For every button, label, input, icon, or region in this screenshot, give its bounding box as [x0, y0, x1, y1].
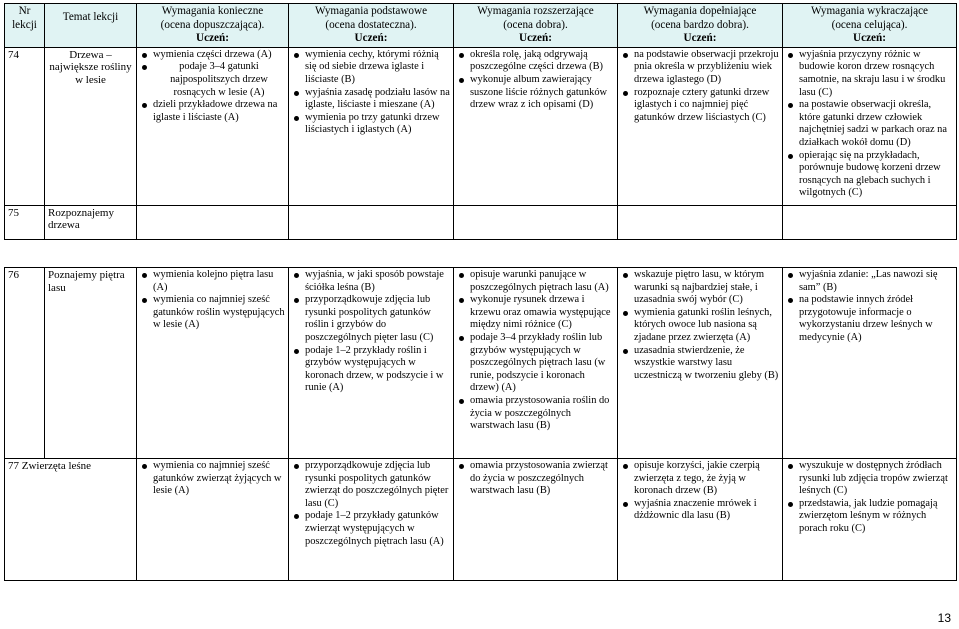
req-wykraczajace	[783, 459, 957, 581]
req-dopelniajace	[618, 47, 783, 205]
list-item: wymienia gatunki roślin leśnych, których owoce lub nasiona są zjadane przez zwierzęta (A)	[621, 307, 779, 345]
list-item: rozpoznaje cztery gatunki drzew iglastych i co najmniej pięć gatunków drzew liściastych (C)	[621, 87, 779, 125]
list-item: wyjaśnia, w jaki sposób powstaje ściółka leśna (B)	[292, 269, 450, 294]
lesson-topic: Zwierzęta leśne	[21, 460, 92, 472]
req-dopelniajace	[618, 459, 783, 581]
req-podstawowe	[289, 268, 454, 459]
lesson-topic: Poznajemy piętra lasu	[45, 268, 137, 459]
list-item: wyjaśnia zasadę podziału lasów na iglaste, liściaste i mieszane (A)	[292, 87, 450, 112]
list-item: omawia przystosowania zwierząt do życia w poszczególnych warstwach lasu (B)	[457, 460, 614, 498]
list-item: wymienia części drzewa (A)	[140, 49, 285, 62]
list-item: wymienia kolejno piętra lasu (A)	[140, 269, 285, 294]
header-dopelniajace: Wymagania dopełniające (ocena bardzo dobra). Uczeń:	[618, 4, 783, 48]
list-item: wymienia co najmniej sześć gatunków roślin występujących w lesie (A)	[140, 294, 285, 332]
list-item: wskazuje piętro lasu, w którym warunki są najbardziej stałe, i uzasadnia swój wybór (C)	[621, 269, 779, 307]
list-item: na postawie obserwacji określa, które gatunki drzew człowiek najchętniej sadzi w parkach oraz na działkach wokół domu (D)	[786, 99, 953, 149]
list-item: opisuje korzyści, jakie czerpią zwierzęta z tego, że żyją w koronach drzew (B)	[621, 460, 779, 498]
req-konieczne	[137, 459, 289, 581]
req-rozszerzajace	[454, 268, 618, 459]
req-podstawowe	[289, 47, 454, 205]
list-item: przyporządkowuje zdjęcia lub rysunki pospolitych gatunków roślin i grzybów do poszczególnych pięter lasu (C)	[292, 294, 450, 344]
list-item: przyporządkowuje zdjęcia lub rysunki pospolitych gatunków zwierząt do poszczególnych pięter lasu (C)	[292, 460, 450, 510]
header-wykraczajace: Wymagania wykraczające (ocena celująca). Uczeń:	[783, 4, 957, 48]
lesson-topic: Drzewa – największe rośliny w lesie	[45, 47, 137, 205]
list-item: opierając się na przykładach, porównuje budowę korzeni drzew rosnących na glebach suchych i wilgotnych (C)	[786, 150, 953, 200]
list-item: podaje 3–4 przykłady roślin lub grzybów występujących w poszczególnych piętrach lasu (w runie, podszycie i koronach drzew) (A)	[457, 332, 614, 395]
list-item: omawia przystosowania roślin do życia w poszczególnych warstwach lasu (B)	[457, 395, 614, 433]
list-item: określa rolę, jaką odgrywają poszczególne części drzewa (B)	[457, 49, 614, 74]
list-item: wymienia co najmniej sześć gatunków zwierząt żyjących w lesie (A)	[140, 460, 285, 498]
lesson-number: 74	[5, 47, 45, 205]
header-rozszerzajace: Wymagania rozszerzające (ocena dobra). Uczeń:	[454, 4, 618, 48]
requirements-table-top	[4, 3, 957, 240]
list-item: uzasadnia stwierdzenie, że wszystkie warstwy lasu uczestniczą w tworzeniu gleby (B)	[621, 345, 779, 383]
req-dopelniajace	[618, 268, 783, 459]
lesson-number: 77	[8, 460, 19, 472]
req-rozszerzajace	[454, 47, 618, 205]
lesson-number: 76	[5, 268, 45, 459]
list-item: na podstawie innych źródeł przygotowuje informacje o wykorzystaniu drzew leśnych w medycynie (A)	[786, 294, 953, 344]
list-item: przedstawia, jak ludzie pomagają zwierzętom leśnym w różnych porach roku (C)	[786, 498, 953, 536]
req-konieczne	[137, 268, 289, 459]
lesson-number: 75	[5, 205, 45, 239]
header-row	[5, 4, 957, 48]
req-rozszerzajace	[454, 459, 618, 581]
header-konieczne: Wymagania konieczne (ocena dopuszczająca). Uczeń:	[137, 4, 289, 48]
list-item: opisuje warunki panujące w poszczególnych piętrach lasu (A)	[457, 269, 614, 294]
requirements-table-bottom	[4, 267, 957, 581]
list-item: dzieli przykładowe drzewa na iglaste i liściaste (A)	[140, 99, 285, 124]
page-number: 13	[937, 611, 951, 625]
header-nr: Nr lekcji	[5, 4, 45, 48]
header-temat: Temat lekcji	[45, 4, 137, 48]
lesson-row-75	[5, 205, 957, 239]
req-podstawowe	[289, 459, 454, 581]
list-item: wyjaśnia znaczenie mrówek i dżdżownic dla lasu (B)	[621, 498, 779, 523]
lesson-number-topic	[5, 459, 137, 581]
list-item: podaje 1–2 przykłady roślin i grzybów występujących w koronach drzew, w podszycie i w runie (A)	[292, 345, 450, 395]
lesson-row-74	[5, 47, 957, 205]
req-konieczne	[137, 47, 289, 205]
list-item: wyjaśnia przyczyny różnic w budowie koron drzew rosnących samotnie, na skraju lasu i w środku lasu (C)	[786, 49, 953, 99]
header-podstawowe: Wymagania podstawowe (ocena dostateczna). Uczeń:	[289, 4, 454, 48]
list-item: wykonuje album zawierający suszone liście różnych gatunków drzew wraz z ich opisami (D)	[457, 74, 614, 112]
list-item: wyszukuje w dostępnych źródłach rysunki lub zdjęcia tropów zwierząt leśnych (C)	[786, 460, 953, 498]
list-item: wykonuje rysunek drzewa i krzewu oraz omawia występujące między nimi różnice (C)	[457, 294, 614, 332]
list-item: na podstawie obserwacji przekroju pnia określa w przybliżeniu wiek drzewa iglastego (D)	[621, 49, 779, 87]
list-item: wymienia po trzy gatunki drzew liściastych i iglastych (A)	[292, 112, 450, 137]
lesson-row-77	[5, 459, 957, 581]
list-item: wymienia cechy, którymi różnią się od siebie drzewa iglaste i liściaste (B)	[292, 49, 450, 87]
lesson-row-76	[5, 268, 957, 459]
lesson-topic: Rozpoznajemy drzewa	[45, 205, 137, 239]
list-item: podaje 3–4 gatunki najpospolitszych drzew rosnących w lesie (A)	[140, 61, 285, 99]
req-wykraczajace	[783, 47, 957, 205]
list-item: podaje 1–2 przykłady gatunków zwierząt występujących w poszczególnych piętrach lasu (A)	[292, 510, 450, 548]
req-wykraczajace	[783, 268, 957, 459]
list-item: wyjaśnia zdanie: „Las nawozi się sam” (B)	[786, 269, 953, 294]
